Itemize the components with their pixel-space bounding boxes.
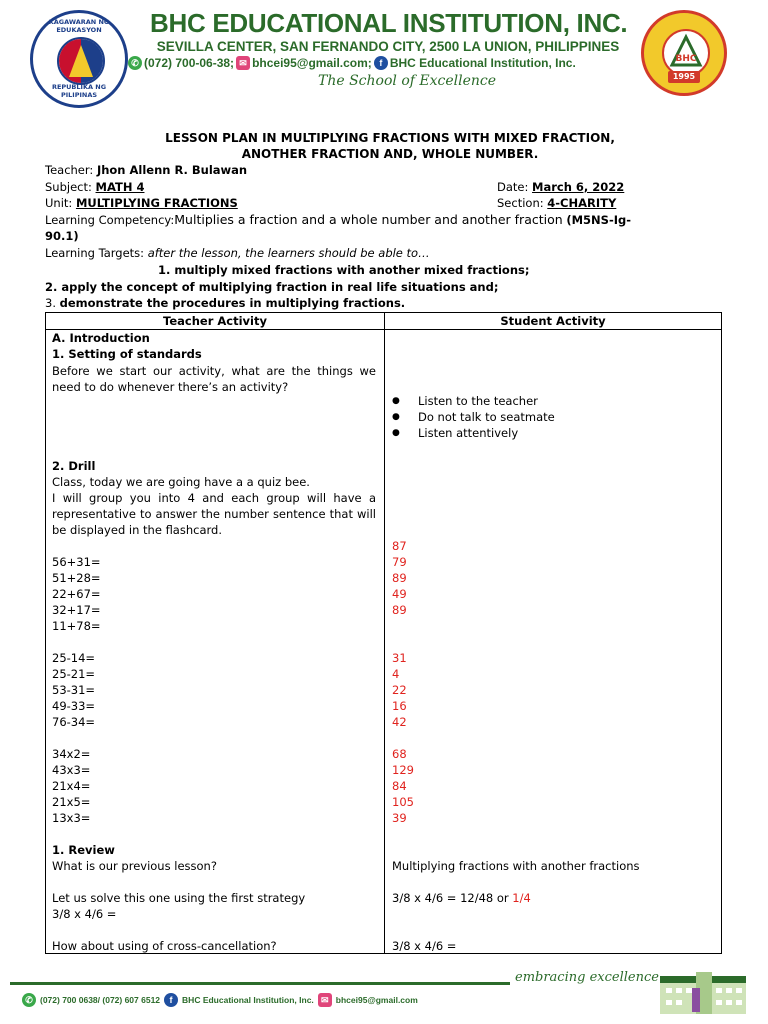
deped-seal — [30, 10, 128, 108]
drill-line-1: Class, today we are going have a a quiz bee. — [52, 475, 310, 489]
drill-answer: 31 — [392, 651, 407, 665]
footer-divider — [10, 982, 510, 985]
drill-question: 43x3= — [52, 763, 91, 777]
section-row — [497, 196, 616, 210]
unit-row — [45, 196, 238, 210]
targets-row — [45, 246, 430, 260]
footer-mail-icon: ✉ — [318, 993, 332, 1007]
drill-question: 25-14= — [52, 651, 96, 665]
drill-answer: 22 — [392, 683, 407, 697]
subject-row — [45, 180, 144, 194]
drill-answer: 49 — [392, 587, 407, 601]
drill-answer: 79 — [392, 555, 407, 569]
drill-question: 34x2= — [52, 747, 91, 761]
competency-row — [45, 212, 722, 227]
motto: The School of Excellence — [318, 73, 497, 89]
competency-code-b-text: 90.1) — [45, 229, 79, 243]
drill-answer: 129 — [392, 763, 414, 777]
targets-label: Learning Targets: — [45, 246, 145, 260]
competency-code-a: (M5NS-Ig- — [566, 213, 632, 227]
target-3 — [45, 296, 405, 310]
deped-seal-top-text: KAGAWARAN NG EDUKASYON — [48, 18, 110, 34]
footer-facebook-icon: f — [164, 993, 178, 1007]
teacher-name: Jhon Allenn R. Bulawan — [96, 163, 248, 177]
mail-icon: ✉ — [236, 56, 250, 70]
strategy-question: Let us solve this one using the first strategy — [52, 891, 306, 905]
standard-answer — [418, 410, 555, 425]
lesson-plan-title — [110, 130, 670, 162]
drill-answer: 4 — [392, 667, 400, 681]
bhc-seal — [641, 10, 727, 96]
target-1: 1. multiply mixed fractions with another mixed fractions; — [158, 263, 530, 277]
drill-answer: 39 — [392, 811, 407, 825]
drill-answer: 68 — [392, 747, 407, 761]
drill-answer: 89 — [392, 603, 407, 617]
cross-cancel-answer: 3/8 x 4/6 = — [392, 939, 457, 953]
subject-label: Subject: — [45, 180, 92, 194]
strategy-answer-simplified: 1/4 — [512, 891, 531, 905]
review-heading: 1. Review — [52, 843, 115, 857]
drill-question: 25-21= — [52, 667, 96, 681]
drill-answer: 84 — [392, 779, 407, 793]
strategy-answer-text: 3/8 x 4/6 = 12/48 or — [392, 891, 509, 905]
header-contacts — [128, 56, 628, 70]
header-email[interactable]: bhcei95@gmail.com; — [252, 56, 372, 70]
drill-question: 22+67= — [52, 587, 101, 601]
institution-name: BHC EDUCATIONAL INSTITUTION, INC. — [150, 8, 628, 38]
strategy-answer — [392, 891, 531, 906]
drill-question: 56+31= — [52, 555, 101, 569]
drill-answer: 105 — [392, 795, 414, 809]
unit-label: Unit: — [45, 196, 73, 210]
footer-tagline: embracing excellence — [515, 970, 659, 985]
standard-answer-text: ● Do not talk to seatmate — [418, 410, 555, 424]
school-building-icon — [656, 968, 750, 1016]
subject-value: MATH 4 — [95, 180, 145, 194]
standard-answer — [418, 394, 538, 409]
header-student-activity: Student Activity — [500, 314, 606, 328]
activity-table — [45, 312, 722, 954]
standard-answer-text: ● Listen to the teacher — [418, 394, 538, 408]
unit-value: MULTIPLYING FRACTIONS — [75, 196, 238, 210]
phone-icon: ✆ — [128, 56, 142, 70]
review-answer: Multiplying fractions with another fractions — [392, 859, 640, 873]
section-label: Section: — [497, 196, 544, 210]
drill-question: 49-33= — [52, 699, 96, 713]
section-value: 4-CHARITY — [547, 196, 617, 210]
competency-code-b — [45, 229, 79, 243]
bhc-seal-year: 1995 — [668, 71, 700, 83]
standards-heading: 1. Setting of standards — [52, 347, 202, 361]
title-line-2: ANOTHER FRACTION AND, WHOLE NUMBER. — [241, 147, 539, 161]
intro-heading: A. Introduction — [52, 331, 150, 345]
footer-phone-icon: ✆ — [22, 993, 36, 1007]
competency-text: Multiplies a fraction and a whole number and another fraction — [174, 212, 563, 227]
drill-question: 53-31= — [52, 683, 96, 697]
drill-question: 13x3= — [52, 811, 91, 825]
drill-question: 32+17= — [52, 603, 101, 617]
drill-answer: 42 — [392, 715, 407, 729]
drill-text: I will group you into 4 and each group will have a representative to answer the number sentence that will be displayed in the flashcard. — [52, 491, 376, 537]
footer-email[interactable]: bhcei95@gmail.com — [335, 995, 418, 1005]
date-label: Date: — [497, 180, 529, 194]
facebook-icon: f — [374, 56, 388, 70]
strategy-expression: 3/8 x 4/6 = — [52, 907, 117, 921]
drill-question: 51+28= — [52, 571, 101, 585]
drill-answer: 16 — [392, 699, 407, 713]
drill-question: 21x4= — [52, 779, 91, 793]
footer-phones: (072) 700 0638/ (072) 607 6512 — [40, 995, 161, 1005]
deped-seal-emblem — [57, 37, 105, 85]
target-3-text: demonstrate the procedures in multiplying fractions. — [59, 296, 406, 310]
date-value: March 6, 2022 — [532, 180, 625, 194]
header-phone: (072) 700-06-38; — [144, 56, 235, 70]
teacher-row — [45, 163, 247, 177]
standard-answer-text: ● Listen attentively — [418, 426, 518, 440]
deped-seal-bottom-text: REPUBLIKA NG PILIPINAS — [51, 83, 107, 99]
competency-label: Learning Competency: — [45, 213, 175, 227]
teacher-label: Teacher: — [45, 163, 94, 177]
header-teacher-activity: Teacher Activity — [163, 314, 267, 328]
review-question: What is our previous lesson? — [52, 859, 217, 873]
cross-cancel-question: How about using of cross-cancellation? — [52, 939, 277, 953]
drill-heading: 2. Drill — [52, 459, 96, 473]
footer-facebook[interactable]: BHC Educational Institution, Inc. — [182, 995, 314, 1005]
drill-question: 11+78= — [52, 619, 101, 633]
drill-question: 21x5= — [52, 795, 91, 809]
targets-intro: after the lesson, the learners should be able to… — [147, 246, 430, 260]
standards-text: Before we start our activity, what are the things we need to do whenever there’s an activity? — [52, 364, 376, 394]
footer-contacts — [22, 993, 418, 1007]
target-2: 2. apply the concept of multiplying fraction in real life situations and; — [45, 280, 499, 294]
drill-answer: 89 — [392, 571, 407, 585]
date-row — [497, 180, 624, 194]
header-facebook[interactable]: BHC Educational Institution, Inc. — [389, 56, 576, 70]
svg-text:BHC: BHC — [675, 54, 697, 64]
drill-question: 76-34= — [52, 715, 96, 729]
bhc-seal-emblem — [662, 29, 710, 77]
title-line-1: LESSON PLAN IN MULTIPLYING FRACTIONS WITH MIXED FRACTION, — [165, 131, 615, 145]
standard-answer — [418, 426, 518, 441]
drill-answer: 87 — [392, 539, 407, 553]
institution-address: SEVILLA CENTER, SAN FERNANDO CITY, 2500 LA UNION, PHILIPPINES — [156, 39, 620, 54]
target-3-num: 3. — [45, 296, 56, 310]
